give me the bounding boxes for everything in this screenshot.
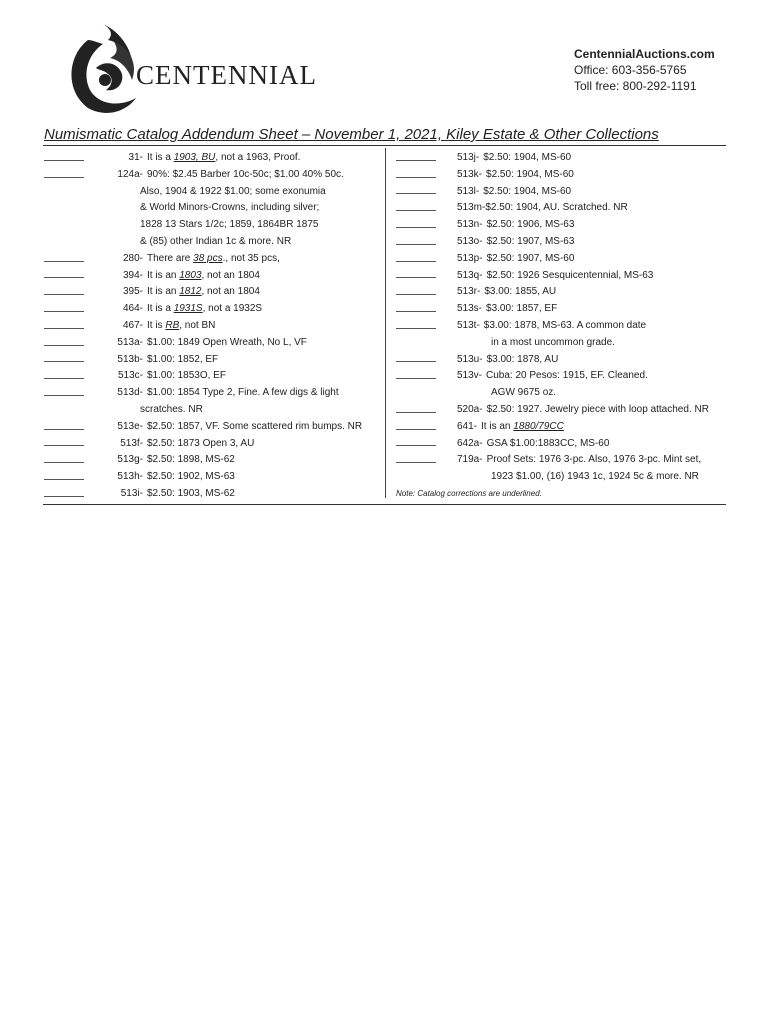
catalog-row — [44, 167, 384, 184]
lot-description — [147, 167, 344, 184]
blank-line — [396, 445, 436, 446]
lot-number: 513p- — [457, 252, 483, 264]
description-text: $2.50: 1904, MS-60 — [486, 168, 574, 180]
description-text: Proof Sets: 1976 3-pc. Also, 1976 3-pc. Mint set, — [486, 454, 702, 466]
blank-line — [396, 227, 436, 228]
lot-description — [487, 217, 575, 234]
lot-description — [487, 402, 709, 419]
description-text: $2.50: 1904, AU. Scratched. NR — [485, 202, 628, 214]
lot-description — [147, 335, 307, 352]
catalog-row — [396, 268, 726, 285]
toll-free-phone: Toll free: 800-292-1191 — [574, 79, 697, 93]
blank-line — [396, 294, 436, 295]
correction-text: 38 pcs — [193, 252, 223, 264]
blank-line — [396, 462, 436, 463]
catalog-row — [44, 368, 384, 385]
catalog-row — [44, 200, 384, 217]
blank-line — [44, 445, 84, 446]
description-text: $3.00: 1878, AU — [486, 353, 559, 365]
page-title: Numismatic Catalog Addendum Sheet – November 1, 2021, Kiley Estate & Other Collections — [44, 126, 659, 143]
catalog-row — [396, 301, 726, 318]
office-phone: Office: 603-356-5765 — [574, 63, 687, 77]
catalog-row — [44, 318, 384, 335]
catalog-row — [396, 318, 726, 335]
description-text: $2.50: 1904, MS-60 — [483, 152, 572, 163]
blank-line — [396, 210, 436, 211]
lot-number: 124a- — [117, 168, 143, 180]
lot-number: 31- — [128, 152, 143, 163]
description-text: $2.50: 1857, VF. Some scattered rim bumps. NR — [147, 420, 363, 432]
blank-line — [44, 277, 84, 278]
lot-description — [481, 419, 564, 436]
correction-text: 1931S — [173, 303, 203, 315]
description-text: $2.50: 1926 Sesquicentennial, MS-63 — [486, 269, 654, 281]
correction-text: 1903, BU — [173, 152, 216, 163]
correction-text: 1880/79CC — [513, 420, 564, 432]
blank-line — [44, 177, 84, 178]
correction-text: RB — [165, 319, 180, 331]
blank-line — [44, 462, 84, 463]
catalog-row — [396, 469, 726, 486]
catalog-row — [44, 301, 384, 318]
lot-description — [147, 318, 215, 335]
continuation-text: Also, 1904 & 1922 $1.00; some exonumia — [140, 185, 326, 197]
blank-line — [44, 328, 84, 329]
catalog-row — [396, 184, 726, 201]
description-text: $2.50: 1927. Jewelry piece with loop attached. NR — [486, 403, 709, 415]
catalog-row — [44, 385, 384, 402]
catalog-row — [44, 419, 384, 436]
brand-name: CENTENNIAL — [136, 60, 317, 90]
lot-number: 513l- — [457, 185, 480, 197]
description-text: $1.00: 1854 Type 2, Fine. A few digs & light — [147, 387, 339, 399]
lot-description — [147, 419, 362, 436]
catalog-row — [44, 436, 384, 453]
catalog-row — [44, 234, 384, 251]
lot-number: 395- — [122, 286, 143, 298]
lot-description — [147, 469, 235, 486]
bottom-rule — [43, 504, 726, 505]
lot-number: 280- — [122, 252, 143, 264]
catalog-row — [44, 335, 384, 352]
lot-number: 513r- — [457, 286, 481, 298]
description-text: $3.00: 1857, EF — [486, 303, 558, 315]
lot-number: 520a- — [457, 403, 483, 415]
lot-number: 513d- — [117, 387, 143, 399]
description-text: It is a — [147, 152, 174, 163]
blank-line — [396, 361, 436, 362]
description-text: There are — [147, 252, 194, 264]
catalog-row — [396, 419, 726, 436]
catalog-row — [396, 452, 726, 469]
lot-number: 513b- — [117, 353, 143, 365]
left-column — [44, 150, 384, 503]
catalog-row — [396, 436, 726, 453]
catalog-row — [44, 352, 384, 369]
catalog-row — [44, 268, 384, 285]
blank-line — [396, 429, 436, 430]
lot-description — [484, 284, 556, 301]
catalog-row — [44, 452, 384, 469]
blank-line — [44, 294, 84, 295]
catalog-row — [44, 284, 384, 301]
blank-line — [44, 496, 84, 497]
catalog-row — [396, 251, 726, 268]
catalog-row — [44, 469, 384, 486]
lot-description — [486, 301, 557, 318]
continuation-text: in a most uncommon grade. — [491, 336, 615, 348]
description-text: $3.00: 1878, MS-63. A common date — [483, 319, 647, 331]
description-text: $2.50: 1906, MS-63 — [486, 219, 575, 231]
blank-line — [396, 311, 436, 312]
contact-info — [574, 46, 715, 94]
description-text: $2.50: 1898, MS-62 — [147, 454, 235, 466]
lot-number: 513h- — [117, 471, 143, 483]
description-text: $1.00: 1852, EF — [147, 353, 219, 365]
description-text: , not an 1804 — [201, 286, 260, 298]
blank-line — [396, 277, 436, 278]
lot-description — [147, 452, 235, 469]
blank-line — [396, 193, 436, 194]
lot-description — [147, 251, 280, 268]
lot-description — [487, 251, 575, 268]
lot-description — [147, 352, 218, 369]
lot-description — [487, 352, 559, 369]
blank-line — [44, 261, 84, 262]
lot-number: 513u- — [457, 353, 483, 365]
catalog-row — [396, 385, 726, 402]
lot-number: 513c- — [117, 370, 143, 382]
description-text: $3.00: 1855, AU — [484, 286, 557, 298]
correction-text: 1812 — [179, 286, 202, 298]
catalog-row — [396, 234, 726, 251]
description-text: 90%: $2.45 Barber 10c-50c; $1.00 40% 50c. — [147, 168, 344, 180]
description-text: $2.50: 1902, MS-63 — [147, 471, 235, 483]
catalog-row — [44, 486, 384, 503]
catalog-row — [44, 251, 384, 268]
lot-description — [487, 452, 702, 469]
blank-line — [44, 160, 84, 161]
lot-number: 641- — [457, 420, 478, 432]
blank-line — [44, 395, 84, 396]
description-text: ., not 35 pcs, — [222, 252, 280, 264]
lot-number: 642a- — [457, 437, 483, 449]
correction-text: 1803 — [179, 269, 202, 281]
website-link[interactable]: CentennialAuctions.com — [574, 47, 715, 61]
description-text: It is an — [481, 420, 514, 432]
description-text: GSA $1.00:1883CC, MS-60 — [486, 437, 610, 449]
lot-number: 513t- — [457, 319, 480, 331]
lot-number: 513g- — [117, 454, 143, 466]
continuation-text: 1923 $1.00, (16) 1943 1c, 1924 5c & more. NR — [491, 471, 699, 483]
lot-number: 394- — [122, 269, 143, 281]
description-text: $1.00: 1849 Open Wreath, No L, VF — [147, 336, 307, 348]
description-text: Cuba: 20 Pesos: 1915, EF. Cleaned. — [486, 370, 648, 382]
lot-description — [147, 268, 260, 285]
lot-description — [147, 486, 235, 503]
catalog-row — [44, 184, 384, 201]
lot-description — [486, 368, 648, 385]
continuation-text: 1828 13 Stars 1/2c; 1859, 1864BR 1875 — [140, 219, 319, 231]
lot-description — [487, 436, 610, 453]
lot-number: 513s- — [457, 303, 483, 315]
lot-description — [485, 200, 627, 217]
lot-description — [484, 318, 646, 335]
description-text: , not BN — [179, 319, 216, 331]
footnote: Note: Catalog corrections are underlined. — [396, 488, 542, 498]
lot-description — [486, 167, 574, 184]
catalog-row — [396, 284, 726, 301]
lot-description — [147, 385, 339, 402]
lot-number: 464- — [122, 303, 143, 315]
blank-line — [396, 412, 436, 413]
catalog-row — [44, 402, 384, 419]
description-text: $2.50: 1907, MS-60 — [486, 252, 575, 264]
blank-line — [44, 479, 84, 480]
lot-number: 719a- — [457, 454, 483, 466]
blank-line — [44, 311, 84, 312]
blank-line — [396, 378, 436, 379]
catalog-row — [396, 167, 726, 184]
lot-description — [483, 150, 571, 167]
blank-line — [396, 177, 436, 178]
description-text: , not a 1932S — [202, 303, 263, 315]
lot-number: 513i- — [120, 487, 143, 499]
lot-description — [147, 301, 262, 318]
continuation-text: scratches. NR — [140, 403, 203, 415]
blank-line — [396, 261, 436, 262]
continuation-text: & (85) other Indian 1c & more. NR — [140, 235, 292, 247]
lot-number: 513o- — [457, 235, 483, 247]
description-text: , not an 1804 — [201, 269, 260, 281]
continuation-text: AGW 9675 oz. — [491, 387, 557, 399]
top-rule — [43, 145, 726, 146]
lot-number: 513f- — [120, 437, 143, 449]
lot-number: 467- — [122, 319, 143, 331]
lot-description — [483, 184, 571, 201]
description-text: $2.50: 1907, MS-63 — [486, 235, 575, 247]
lot-number: 513v- — [457, 370, 483, 382]
lot-description — [147, 150, 300, 167]
blank-line — [44, 429, 84, 430]
lot-number: 513k- — [457, 168, 483, 180]
lot-description — [147, 368, 226, 385]
catalog-row — [396, 368, 726, 385]
description-text: It is — [147, 319, 166, 331]
catalog-row — [396, 402, 726, 419]
blank-line — [396, 160, 436, 161]
lot-description — [487, 268, 654, 285]
lot-number: 513m- — [457, 202, 486, 214]
blank-line — [44, 361, 84, 362]
catalog-row — [44, 150, 384, 167]
description-text: , not a 1963, Proof. — [215, 152, 301, 163]
catalog-row — [44, 217, 384, 234]
description-text: It is a — [147, 303, 174, 315]
lot-number: 513n- — [457, 219, 483, 231]
lot-number: 513j- — [457, 152, 480, 163]
catalog-row — [396, 200, 726, 217]
continuation-text: & World Minors-Crowns, including silver; — [140, 202, 320, 214]
right-column — [396, 150, 726, 502]
description-text: It is an — [147, 286, 180, 298]
description-text: $1.00: 1853O, EF — [147, 370, 226, 382]
description-text: It is an — [147, 269, 180, 281]
blank-line — [44, 378, 84, 379]
catalog-row — [396, 352, 726, 369]
lot-description — [487, 234, 575, 251]
catalog-row — [396, 217, 726, 234]
column-divider — [385, 148, 386, 498]
catalog-row — [396, 150, 726, 167]
description-text: $2.50: 1903, MS-62 — [147, 487, 235, 499]
lot-number: 513q- — [457, 269, 483, 281]
description-text: $2.50: 1904, MS-60 — [483, 185, 572, 197]
blank-line — [396, 328, 436, 329]
blank-line — [396, 244, 436, 245]
lot-number: 513a- — [117, 336, 143, 348]
description-text: $2.50: 1873 Open 3, AU — [147, 437, 255, 449]
lot-number: 513e- — [117, 420, 143, 432]
catalog-row — [396, 335, 726, 352]
lot-description — [147, 284, 260, 301]
lot-description — [147, 436, 254, 453]
blank-line — [44, 345, 84, 346]
